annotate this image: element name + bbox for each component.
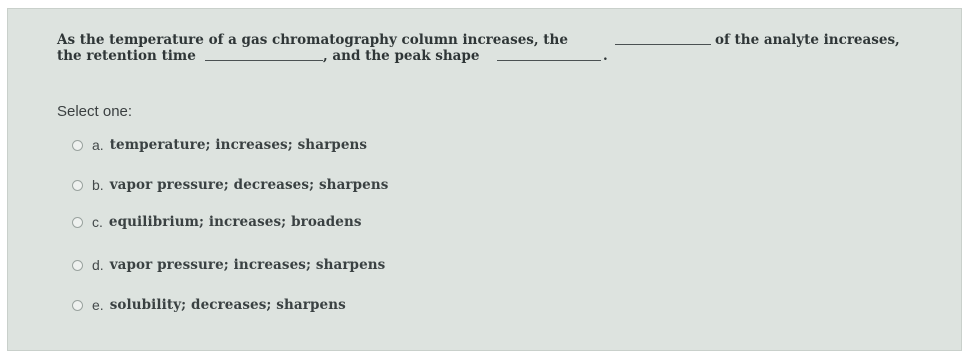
radio-button-d[interactable] bbox=[72, 260, 83, 271]
option-d-letter: d. bbox=[92, 257, 104, 273]
radio-button-b[interactable] bbox=[72, 180, 83, 191]
option-a[interactable] bbox=[72, 136, 367, 154]
question-line1-start: As the temperature of a gas chromatography column increases, the bbox=[57, 32, 568, 48]
radio-button-c[interactable] bbox=[72, 217, 83, 228]
question-line-1 bbox=[57, 32, 937, 48]
option-c-letter: c. bbox=[92, 214, 103, 230]
option-c[interactable] bbox=[72, 213, 362, 231]
blank-2 bbox=[205, 60, 323, 61]
blank-3 bbox=[497, 60, 601, 61]
question-line2-middle: , and the peak shape bbox=[323, 48, 480, 64]
option-e-text[interactable]: solubility; decreases; sharpens bbox=[109, 297, 346, 313]
option-a-letter: a. bbox=[92, 137, 104, 153]
option-e-letter: e. bbox=[92, 297, 104, 313]
question-line1-end: of the analyte increases, bbox=[715, 32, 900, 48]
radio-button-e[interactable] bbox=[72, 300, 83, 311]
question-line-2 bbox=[57, 48, 937, 64]
select-one-label: Select one: bbox=[57, 103, 133, 120]
option-d[interactable] bbox=[72, 256, 385, 274]
option-b-text[interactable]: vapor pressure; decreases; sharpens bbox=[109, 177, 389, 193]
option-d-text[interactable]: vapor pressure; increases; sharpens bbox=[109, 257, 386, 273]
option-c-text[interactable]: equilibrium; increases; broadens bbox=[108, 214, 362, 230]
option-a-text[interactable]: temperature; increases; sharpens bbox=[109, 137, 368, 153]
option-e[interactable] bbox=[72, 296, 346, 314]
radio-button-a[interactable] bbox=[72, 140, 83, 151]
question-line2-period: . bbox=[603, 48, 608, 64]
blank-1 bbox=[615, 44, 711, 45]
question-text bbox=[57, 32, 937, 64]
option-b[interactable] bbox=[72, 176, 388, 194]
option-b-letter: b. bbox=[92, 177, 104, 193]
question-line2-start: the retention time bbox=[57, 48, 196, 64]
